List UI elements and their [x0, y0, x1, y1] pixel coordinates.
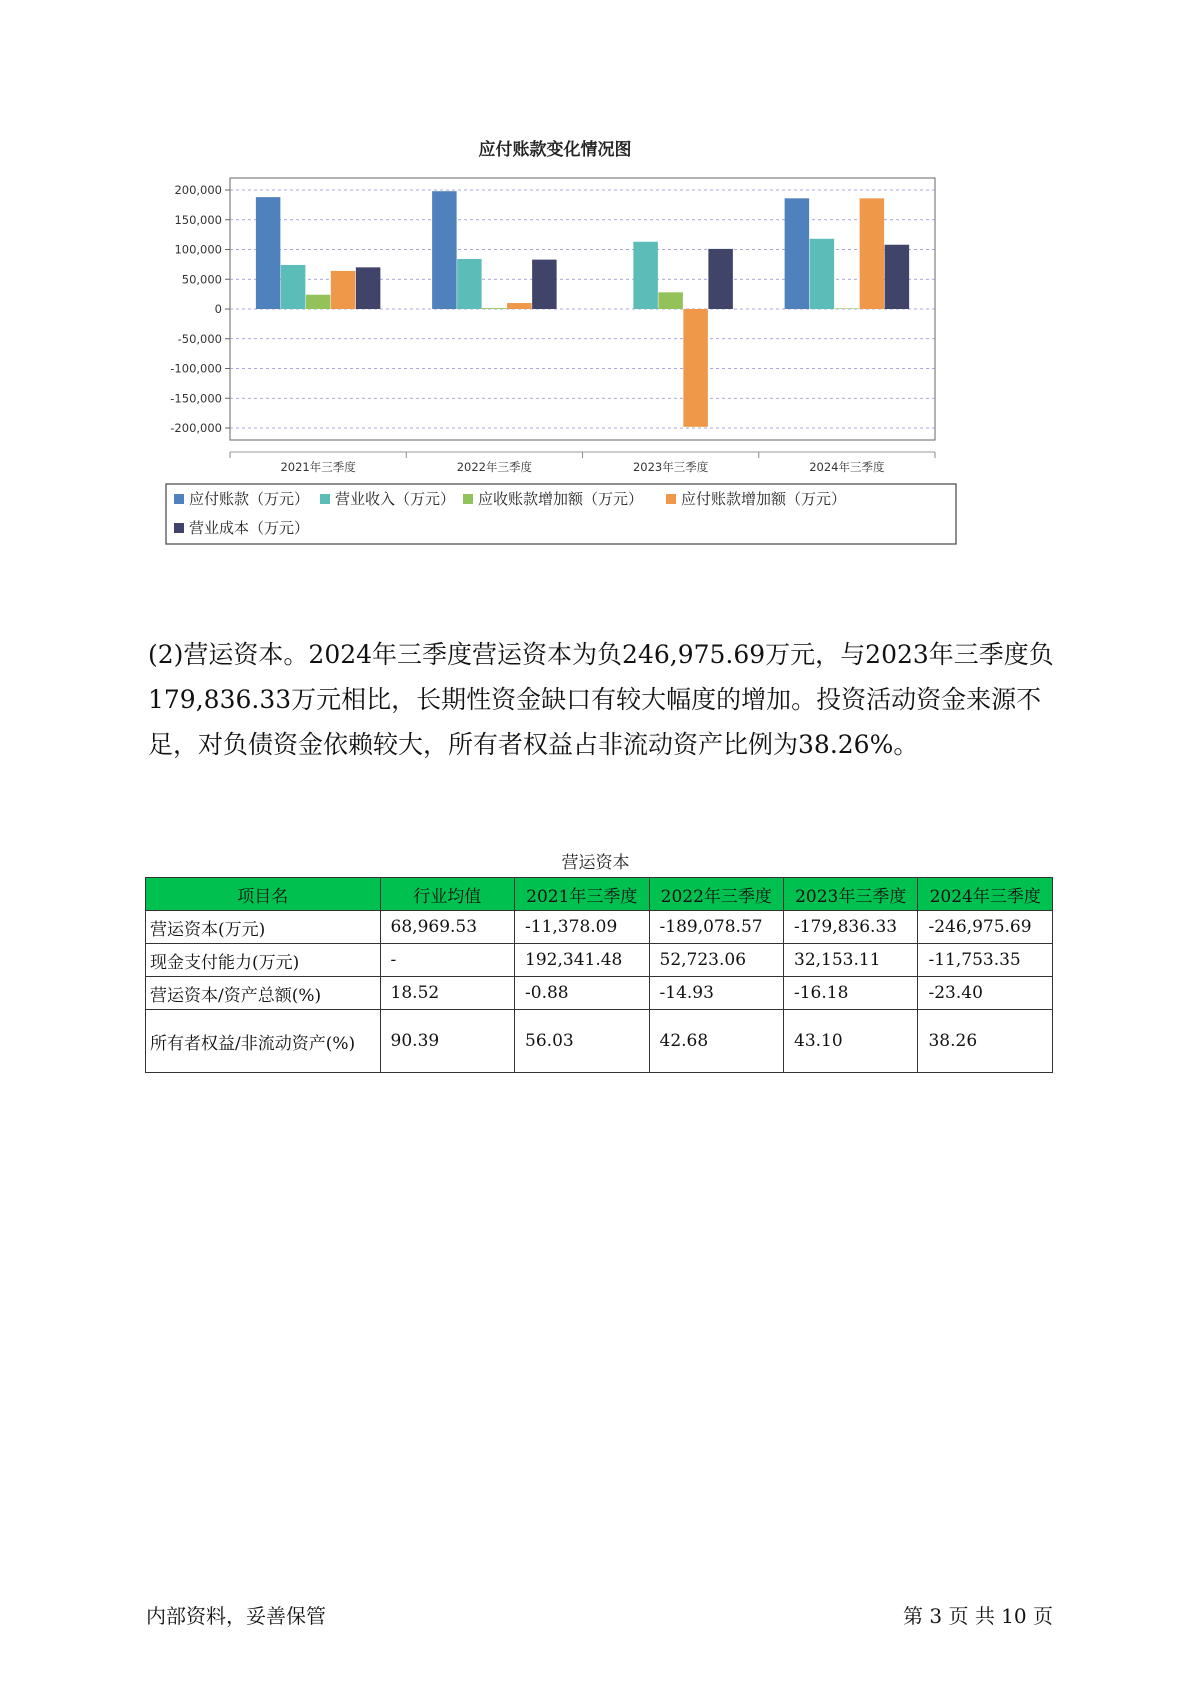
table-cell: -14.93 [649, 977, 783, 1010]
table-cell: -246,975.69 [918, 911, 1053, 944]
table-cell: -11,378.09 [515, 911, 649, 944]
table-header-row [146, 878, 1053, 911]
table-row [146, 911, 1053, 944]
table-cell: -16.18 [784, 977, 918, 1010]
legend-label: 应收账款增加额（万元） [478, 490, 644, 508]
legend-swatch [174, 494, 184, 504]
table-cell: 56.03 [515, 1010, 649, 1073]
table-row [146, 944, 1053, 977]
table-cell: -23.40 [918, 977, 1053, 1010]
table-cell: 18.52 [380, 977, 514, 1010]
bar [683, 309, 708, 427]
row-label: 营运资本/资产总额(%) [146, 977, 381, 1010]
chart-title: 应付账款变化情况图 [478, 140, 632, 160]
legend-label: 营业成本（万元） [189, 519, 310, 537]
table-cell: - [380, 944, 514, 977]
bar [507, 303, 532, 309]
legend-swatch [666, 494, 676, 504]
legend-label: 应付账款增加额（万元） [681, 490, 847, 508]
y-tick-label: -50,000 [177, 331, 222, 346]
bar [860, 198, 885, 309]
table-row [146, 1010, 1053, 1073]
header-industry-avg: 行业均值 [380, 878, 514, 911]
bar [785, 198, 810, 309]
bar [810, 239, 835, 309]
table-cell: -11,753.35 [918, 944, 1053, 977]
bar [633, 242, 658, 309]
footer-confidential-note: 内部资料，妥善保管 [146, 1604, 326, 1628]
bar [281, 265, 306, 309]
bar [835, 308, 860, 309]
table-cell: 90.39 [380, 1010, 514, 1073]
working-capital-table [145, 877, 1053, 1073]
row-label: 所有者权益/非流动资产(%) [146, 1010, 381, 1073]
table-caption: 营运资本 [561, 853, 630, 873]
table-row [146, 977, 1053, 1010]
y-tick-label: 50,000 [181, 272, 222, 287]
x-tick-label: 2024年三季度 [809, 460, 885, 474]
table-cell: 43.10 [784, 1010, 918, 1073]
x-tick-label: 2023年三季度 [632, 460, 709, 474]
table-cell: -0.88 [515, 977, 649, 1010]
table-cell: 42.68 [649, 1010, 783, 1073]
working-capital-paragraph: (2)营运资本。2024年三季度营运资本为负246,975.69万元，与2023年三季度负179,836.33万元相比，长期性资金缺口有较大幅度的增加。投资活动资金来源不足，对负债资金依赖较大，所有者权益占非流动资产比例为38.26%。 [148, 640, 1054, 759]
y-tick-label: -100,000 [170, 361, 222, 376]
table-cell: 68,969.53 [380, 911, 514, 944]
legend-swatch [463, 494, 473, 504]
legend-swatch [320, 494, 330, 504]
table-cell: 192,341.48 [515, 944, 649, 977]
x-tick-label: 2021年三季度 [280, 460, 356, 474]
bar [482, 308, 507, 309]
header-2024q3: 2024年三季度 [918, 878, 1053, 911]
x-tick-label: 2022年三季度 [456, 460, 533, 474]
table-cell: 52,723.06 [649, 944, 783, 977]
bar [331, 271, 356, 309]
bar [532, 260, 557, 309]
table-cell: -179,836.33 [784, 911, 918, 944]
y-tick-label: -200,000 [170, 421, 222, 435]
bar [306, 295, 331, 309]
row-label: 现金支付能力(万元) [146, 944, 381, 977]
y-tick-label: 100,000 [174, 242, 222, 257]
accounts-payable-chart [160, 140, 1040, 590]
header-2022q3: 2022年三季度 [649, 878, 783, 911]
bar [457, 259, 482, 309]
bar [658, 292, 683, 309]
table-cell: 38.26 [918, 1010, 1053, 1073]
legend-swatch [174, 523, 184, 533]
bar [885, 245, 910, 309]
y-tick-label: 150,000 [174, 212, 222, 227]
row-label: 营运资本(万元) [146, 911, 381, 944]
y-tick-label: 0 [214, 302, 222, 316]
table-cell: -189,078.57 [649, 911, 783, 944]
bar [708, 249, 733, 309]
header-2023q3: 2023年三季度 [784, 878, 918, 911]
header-item-name: 项目名 [146, 878, 381, 911]
footer-page-number: 第 3 页 共 10 页 [903, 1604, 1053, 1628]
bar [256, 197, 281, 309]
table-cell: 32,153.11 [784, 944, 918, 977]
header-2021q3: 2021年三季度 [515, 878, 649, 911]
bar [432, 191, 457, 309]
legend-label: 应付账款（万元） [189, 490, 310, 508]
bar [356, 267, 381, 309]
legend-label: 营业收入（万元） [335, 490, 456, 508]
chart-svg [160, 140, 1040, 590]
y-tick-label: -150,000 [170, 391, 222, 406]
y-tick-label: 200,000 [174, 183, 222, 197]
